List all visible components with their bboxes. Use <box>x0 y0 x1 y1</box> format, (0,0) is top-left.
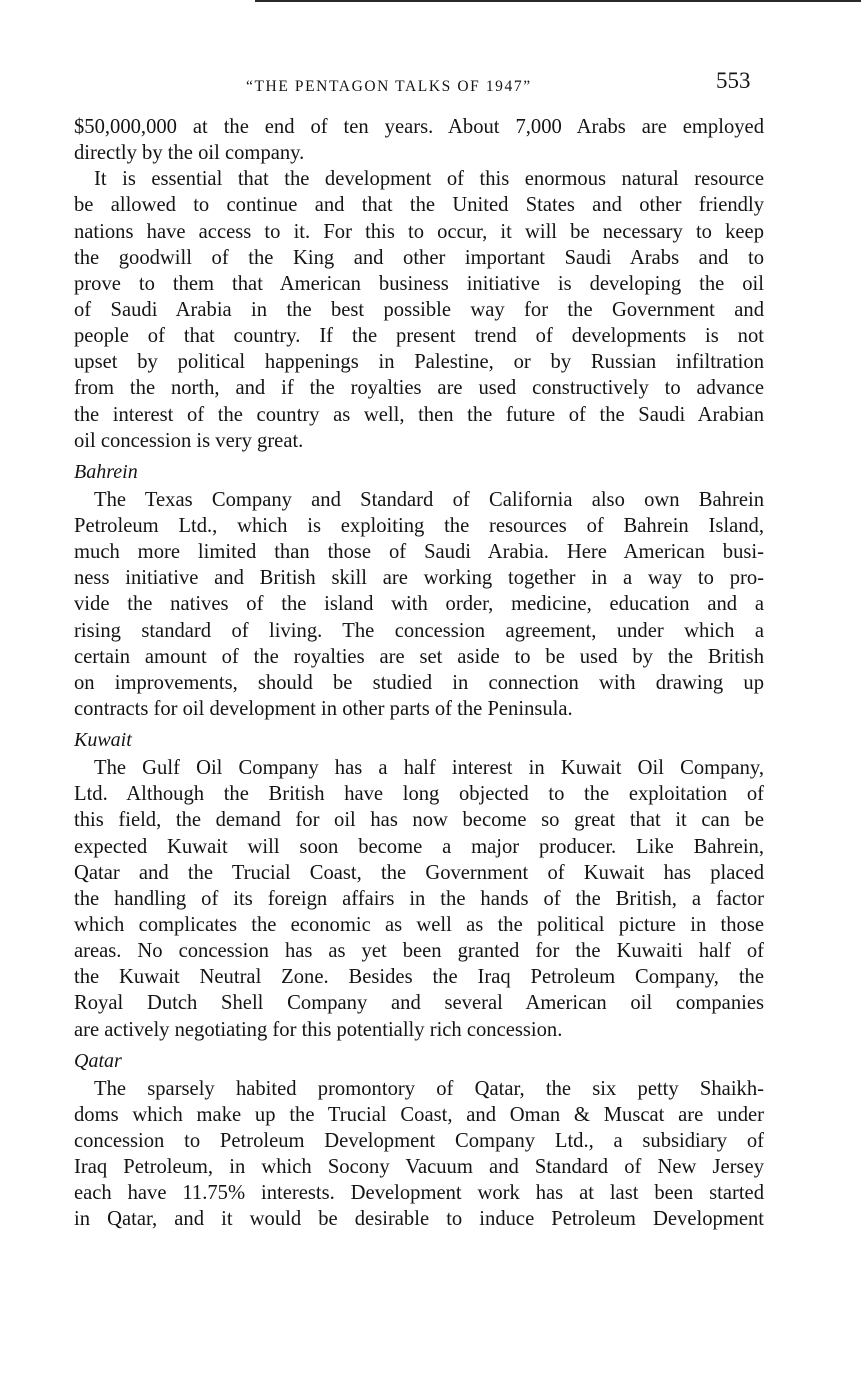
page-number: 553 <box>716 68 751 93</box>
section-heading-kuwait: Kuwait <box>74 729 132 752</box>
text-line: are actively negotiating for this potentially rich concession. <box>74 1018 563 1041</box>
text-line: the Kuwait Neutral Zone. Besides the Iraq Petroleum Company, the <box>74 966 764 989</box>
text-line: be allowed to continue and that the United States and other friendly <box>74 194 764 217</box>
body-text <box>74 114 764 1232</box>
top-rule <box>255 0 861 2</box>
text-line: Ltd. Although the British have long objected to the exploitation of <box>74 783 764 806</box>
text-line: concession to Petroleum Development Company Ltd., a subsidiary of <box>74 1129 764 1152</box>
running-head <box>0 66 861 100</box>
text-line: doms which make up the Trucial Coast, and Oman & Muscat are under <box>74 1103 764 1126</box>
text-line: nations have access to it. For this to occur, it will be necessary to keep <box>74 220 764 243</box>
text-line: vide the natives of the island with order, medicine, education and a <box>74 593 764 616</box>
text-line: The sparsely habited promontory of Qatar, the six petty Shaikh- <box>94 1077 764 1100</box>
text-line: oil concession is very great. <box>74 429 304 452</box>
text-line: It is essential that the development of this enormous natural resource <box>94 168 764 191</box>
text-line: on improvements, should be studied in connection with drawing up <box>74 671 764 694</box>
section-heading-bahrein: Bahrein <box>74 460 138 483</box>
text-line: ness initiative and British skill are working together in a way to pro- <box>74 567 764 590</box>
text-line: rising standard of living. The concession agreement, under which a <box>74 619 764 642</box>
text-line: contracts for oil development in other parts of the Peninsula. <box>74 697 573 720</box>
text-line: upset by political happenings in Palestine, or by Russian infiltration <box>74 351 764 374</box>
text-line: Petroleum Ltd., which is exploiting the resources of Bahrein Island, <box>74 514 764 537</box>
text-line: the goodwill of the King and other important Saudi Arabs and to <box>74 246 764 269</box>
text-line: this field, the demand for oil has now become so great that it can be <box>74 809 764 832</box>
text-line: Iraq Petroleum, in which Socony Vacuum and Standard of New Jersey <box>74 1156 764 1179</box>
text-line: areas. No concession has as yet been granted for the Kuwaiti half of <box>74 940 764 963</box>
text-line: people of that country. If the present trend of developments is not <box>74 325 764 348</box>
text-line: of Saudi Arabia in the best possible way for the Government and <box>74 298 764 321</box>
text-line: which complicates the economic as well as the political picture in those <box>74 913 764 936</box>
text-line: expected Kuwait will soon become a major producer. Like Bahrein, <box>74 835 764 858</box>
text-line: the handling of its foreign affairs in the hands of the British, a factor <box>74 887 764 910</box>
section-heading-qatar: Qatar <box>74 1049 122 1072</box>
running-title: “THE PENTAGON TALKS OF 1947” <box>246 78 532 95</box>
text-line: certain amount of the royalties are set aside to be used by the British <box>74 645 764 668</box>
text-line: The Gulf Oil Company has a half interest in Kuwait Oil Company, <box>94 757 764 780</box>
text-line: Qatar and the Trucial Coast, the Government of Kuwait has placed <box>74 861 764 884</box>
text-line: $50,000,000 at the end of ten years. About 7,000 Arabs are employed <box>74 116 764 138</box>
text-line: The Texas Company and Standard of California also own Bahrein <box>94 488 764 511</box>
text-line: prove to them that American business initiative is developing the oil <box>74 272 764 295</box>
text-line: the interest of the country as well, then the future of the Saudi Arabian <box>74 403 764 426</box>
text-line: Royal Dutch Shell Company and several American oil companies <box>74 992 764 1015</box>
text-line: directly by the oil company. <box>74 142 305 165</box>
text-line: from the north, and if the royalties are used constructively to advance <box>74 377 764 400</box>
text-line: much more limited than those of Saudi Arabia. Here American busi- <box>74 541 764 564</box>
text-line: in Qatar, and it would be desirable to induce Petroleum Development <box>74 1208 764 1231</box>
text-line: each have 11.75% interests. Development work has at last been started <box>74 1182 764 1205</box>
